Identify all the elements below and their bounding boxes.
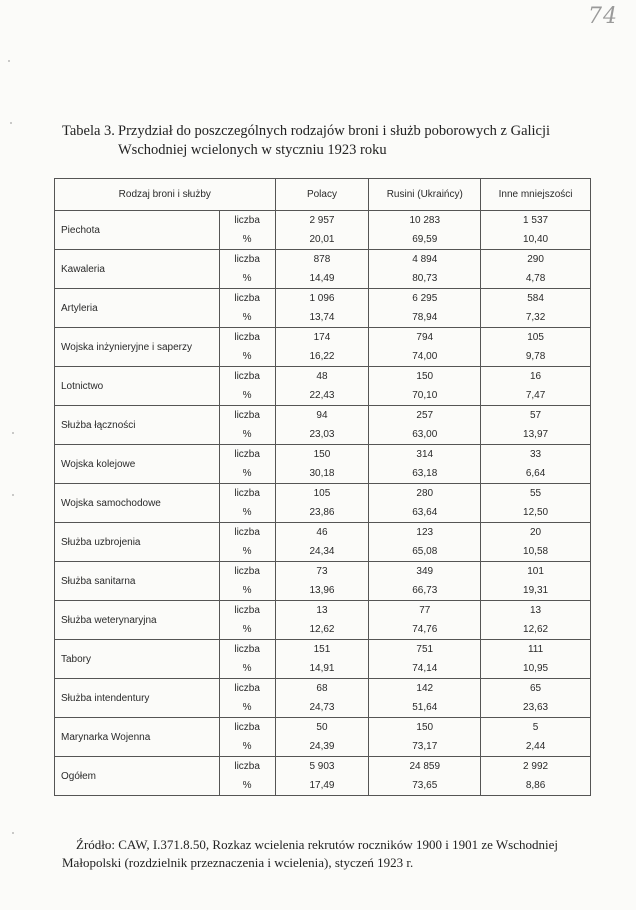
category-name: Służba sanitarna xyxy=(55,562,220,601)
percent-cell: 73,65 xyxy=(369,776,481,796)
count-cell: 584 xyxy=(481,289,591,309)
count-cell: 150 xyxy=(369,718,481,738)
category-name: Służba intendentury xyxy=(55,679,220,718)
percent-cell: 10,95 xyxy=(481,659,591,679)
count-cell: 150 xyxy=(369,367,481,387)
percent-cell: 13,74 xyxy=(275,308,369,328)
scan-speck xyxy=(12,432,14,434)
header-polacy: Polacy xyxy=(275,179,369,211)
percent-cell: 78,94 xyxy=(369,308,481,328)
percent-cell: 80,73 xyxy=(369,269,481,289)
percent-cell: 23,63 xyxy=(481,698,591,718)
row-kind-count-label: liczba xyxy=(219,562,275,582)
count-cell: 13 xyxy=(275,601,369,621)
percent-cell: 24,73 xyxy=(275,698,369,718)
percent-cell: 51,64 xyxy=(369,698,481,718)
row-kind-count-label: liczba xyxy=(219,718,275,738)
count-cell: 4 894 xyxy=(369,250,481,270)
percent-cell: 14,49 xyxy=(275,269,369,289)
row-kind-percent-label: % xyxy=(219,698,275,718)
count-cell: 10 283 xyxy=(369,211,481,231)
table-row xyxy=(55,484,591,504)
table-row xyxy=(55,445,591,465)
table-header-row xyxy=(55,179,591,211)
percent-cell: 30,18 xyxy=(275,464,369,484)
percent-cell: 14,91 xyxy=(275,659,369,679)
count-cell: 105 xyxy=(481,328,591,348)
percent-cell: 12,62 xyxy=(481,620,591,640)
row-kind-count-label: liczba xyxy=(219,445,275,465)
count-cell: 20 xyxy=(481,523,591,543)
percent-cell: 22,43 xyxy=(275,386,369,406)
count-cell: 151 xyxy=(275,640,369,660)
header-inne: Inne mniejszości xyxy=(481,179,591,211)
percent-cell: 10,40 xyxy=(481,230,591,250)
table-row xyxy=(55,601,591,621)
count-cell: 2 957 xyxy=(275,211,369,231)
count-cell: 50 xyxy=(275,718,369,738)
category-name: Wojska kolejowe xyxy=(55,445,220,484)
row-kind-percent-label: % xyxy=(219,776,275,796)
percent-cell: 8,86 xyxy=(481,776,591,796)
count-cell: 101 xyxy=(481,562,591,582)
count-cell: 77 xyxy=(369,601,481,621)
percent-cell: 69,59 xyxy=(369,230,481,250)
count-cell: 150 xyxy=(275,445,369,465)
category-name: Wojska samochodowe xyxy=(55,484,220,523)
table-caption xyxy=(62,122,582,160)
percent-cell: 74,14 xyxy=(369,659,481,679)
count-cell: 314 xyxy=(369,445,481,465)
row-kind-count-label: liczba xyxy=(219,484,275,504)
count-cell: 878 xyxy=(275,250,369,270)
row-kind-percent-label: % xyxy=(219,620,275,640)
percent-cell: 13,96 xyxy=(275,581,369,601)
count-cell: 111 xyxy=(481,640,591,660)
count-cell: 349 xyxy=(369,562,481,582)
percent-cell: 16,22 xyxy=(275,347,369,367)
row-kind-count-label: liczba xyxy=(219,757,275,777)
row-kind-percent-label: % xyxy=(219,230,275,250)
table-row xyxy=(55,757,591,777)
category-name: Ogółem xyxy=(55,757,220,796)
row-kind-percent-label: % xyxy=(219,542,275,562)
caption-line-1: Przydział do poszczególnych rodzajów broni i służb poborowych z Galicji xyxy=(118,123,551,139)
row-kind-percent-label: % xyxy=(219,503,275,523)
category-name: Służba uzbrojenia xyxy=(55,523,220,562)
count-cell: 5 903 xyxy=(275,757,369,777)
table-row xyxy=(55,562,591,582)
row-kind-percent-label: % xyxy=(219,659,275,679)
source-note: Źródło: CAW, I.371.8.50, Rozkaz wcielenia rekrutów roczników 1900 i 1901 ze Wschodniej Małopolski (rozdzielnik przeznaczenia i wcielenia), styczeń 1923 r. xyxy=(62,837,559,870)
percent-cell: 73,17 xyxy=(369,737,481,757)
category-name: Piechota xyxy=(55,211,220,250)
percent-cell: 9,78 xyxy=(481,347,591,367)
scan-speck xyxy=(8,60,10,62)
percent-cell: 66,73 xyxy=(369,581,481,601)
row-kind-count-label: liczba xyxy=(219,523,275,543)
row-kind-percent-label: % xyxy=(219,308,275,328)
table-body xyxy=(55,211,591,796)
row-kind-percent-label: % xyxy=(219,347,275,367)
table-row xyxy=(55,250,591,270)
count-cell: 46 xyxy=(275,523,369,543)
row-kind-count-label: liczba xyxy=(219,328,275,348)
row-kind-percent-label: % xyxy=(219,386,275,406)
category-name: Marynarka Wojenna xyxy=(55,718,220,757)
percent-cell: 12,62 xyxy=(275,620,369,640)
percent-cell: 63,18 xyxy=(369,464,481,484)
row-kind-count-label: liczba xyxy=(219,367,275,387)
count-cell: 65 xyxy=(481,679,591,699)
count-cell: 280 xyxy=(369,484,481,504)
percent-cell: 24,39 xyxy=(275,737,369,757)
count-cell: 33 xyxy=(481,445,591,465)
caption-label: Tabela 3. xyxy=(62,123,115,139)
percent-cell: 12,50 xyxy=(481,503,591,523)
percent-cell: 13,97 xyxy=(481,425,591,445)
caption-line-2: Wschodniej wcielonych w styczniu 1923 roku xyxy=(118,142,387,158)
count-cell: 6 295 xyxy=(369,289,481,309)
header-rusini: Rusini (Ukraińcy) xyxy=(369,179,481,211)
category-name: Kawaleria xyxy=(55,250,220,289)
percent-cell: 7,32 xyxy=(481,308,591,328)
percent-cell: 23,86 xyxy=(275,503,369,523)
count-cell: 174 xyxy=(275,328,369,348)
scan-speck xyxy=(10,122,12,124)
percent-cell: 4,78 xyxy=(481,269,591,289)
percent-cell: 2,44 xyxy=(481,737,591,757)
table-row xyxy=(55,328,591,348)
percent-cell: 23,03 xyxy=(275,425,369,445)
row-kind-count-label: liczba xyxy=(219,640,275,660)
row-kind-count-label: liczba xyxy=(219,601,275,621)
count-cell: 13 xyxy=(481,601,591,621)
header-category: Rodzaj broni i służby xyxy=(55,179,276,211)
row-kind-percent-label: % xyxy=(219,425,275,445)
count-cell: 16 xyxy=(481,367,591,387)
count-cell: 794 xyxy=(369,328,481,348)
count-cell: 257 xyxy=(369,406,481,426)
percent-cell: 24,34 xyxy=(275,542,369,562)
percent-cell: 74,00 xyxy=(369,347,481,367)
page-number-mark: 74 xyxy=(588,4,618,29)
percent-cell: 19,31 xyxy=(481,581,591,601)
count-cell: 48 xyxy=(275,367,369,387)
count-cell: 94 xyxy=(275,406,369,426)
count-cell: 105 xyxy=(275,484,369,504)
scan-speck xyxy=(12,832,14,834)
category-name: Lotnictwo xyxy=(55,367,220,406)
table-row xyxy=(55,679,591,699)
percent-cell: 17,49 xyxy=(275,776,369,796)
row-kind-percent-label: % xyxy=(219,269,275,289)
count-cell: 751 xyxy=(369,640,481,660)
stats-table xyxy=(54,178,591,796)
category-name: Tabory xyxy=(55,640,220,679)
table-row xyxy=(55,406,591,426)
count-cell: 142 xyxy=(369,679,481,699)
table-row xyxy=(55,211,591,231)
count-cell: 24 859 xyxy=(369,757,481,777)
count-cell: 55 xyxy=(481,484,591,504)
row-kind-count-label: liczba xyxy=(219,406,275,426)
count-cell: 5 xyxy=(481,718,591,738)
percent-cell: 6,64 xyxy=(481,464,591,484)
table-row xyxy=(55,640,591,660)
scan-speck xyxy=(12,494,14,496)
row-kind-percent-label: % xyxy=(219,581,275,601)
category-name: Wojska inżynieryjne i saperzy xyxy=(55,328,220,367)
count-cell: 1 096 xyxy=(275,289,369,309)
percent-cell: 74,76 xyxy=(369,620,481,640)
percent-cell: 63,64 xyxy=(369,503,481,523)
row-kind-count-label: liczba xyxy=(219,211,275,231)
count-cell: 123 xyxy=(369,523,481,543)
percent-cell: 10,58 xyxy=(481,542,591,562)
table-row xyxy=(55,289,591,309)
count-cell: 73 xyxy=(275,562,369,582)
category-name: Służba łączności xyxy=(55,406,220,445)
count-cell: 1 537 xyxy=(481,211,591,231)
row-kind-count-label: liczba xyxy=(219,250,275,270)
table-row xyxy=(55,523,591,543)
count-cell: 57 xyxy=(481,406,591,426)
percent-cell: 70,10 xyxy=(369,386,481,406)
count-cell: 290 xyxy=(481,250,591,270)
category-name: Służba weterynaryjna xyxy=(55,601,220,640)
row-kind-count-label: liczba xyxy=(219,289,275,309)
category-name: Artyleria xyxy=(55,289,220,328)
percent-cell: 20,01 xyxy=(275,230,369,250)
percent-cell: 65,08 xyxy=(369,542,481,562)
percent-cell: 63,00 xyxy=(369,425,481,445)
row-kind-percent-label: % xyxy=(219,464,275,484)
row-kind-count-label: liczba xyxy=(219,679,275,699)
row-kind-percent-label: % xyxy=(219,737,275,757)
count-cell: 68 xyxy=(275,679,369,699)
count-cell: 2 992 xyxy=(481,757,591,777)
percent-cell: 7,47 xyxy=(481,386,591,406)
table-row xyxy=(55,718,591,738)
table-row xyxy=(55,367,591,387)
